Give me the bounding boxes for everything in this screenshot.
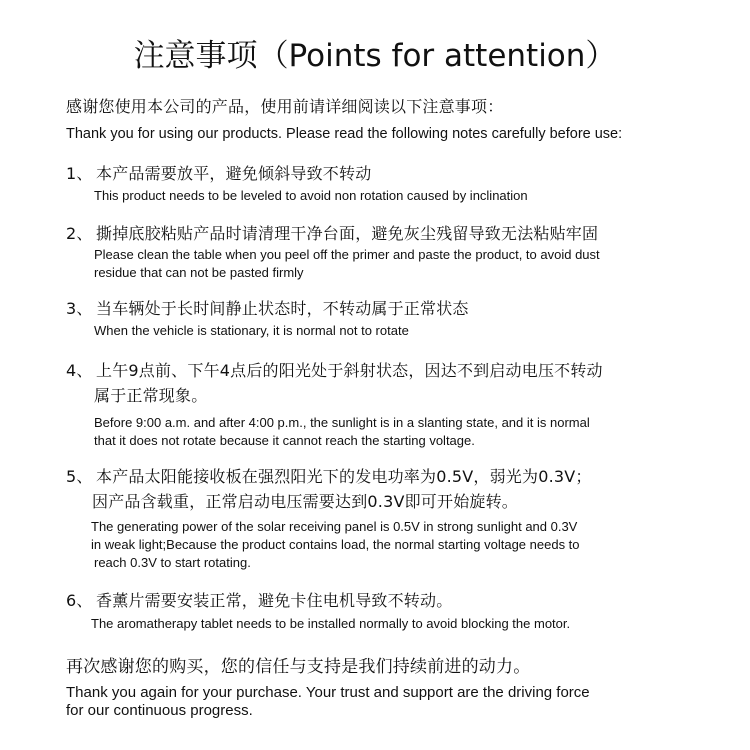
item-2-number: 2、 [66, 224, 93, 243]
closing-en-line-1: Thank you again for your purchase. Your trust and support are the driving force [66, 684, 590, 701]
item-4-cn-line-2: 属于正常现象。 [94, 386, 208, 405]
item-5-number: 5、 [66, 467, 93, 486]
item-2-en-line-1: Please clean the table when you peel off the primer and paste the product, to avoid dust [94, 247, 600, 262]
intro-cn: 感谢您使用本公司的产品，使用前请详细阅读以下注意事项： [66, 97, 504, 116]
item-5-en-line-2: in weak light;Because the product contains load, the normal starting voltage needs to [91, 537, 580, 552]
item-4-cn-line-1: 上午9点前、下午4点后的阳光处于斜射状态，因达不到启动电压不转动 [96, 361, 603, 380]
closing-en-line-2: for our continuous progress. [66, 702, 253, 719]
item-1-en-line-1: This product needs to be leveled to avoid non rotation caused by inclination [94, 188, 528, 203]
title-en: （Points for attention） [257, 38, 617, 74]
item-6-number: 6、 [66, 591, 93, 610]
item-4-en-line-1: Before 9:00 a.m. and after 4:00 p.m., the sunlight is in a slanting state, and it is normal [94, 415, 590, 430]
item-6-en-line-1: The aromatherapy tablet needs to be installed normally to avoid blocking the motor. [91, 616, 571, 631]
item-5-cn-line-1: 本产品太阳能接收板在强烈阳光下的发电功率为0.5V，弱光为0.3V； [96, 467, 592, 486]
item-5-cn-line-2: 因产品含载重，正常启动电压需要达到0.3V即可开始旋转。 [92, 492, 518, 511]
item-3-en-line-1: When the vehicle is stationary, it is normal not to rotate [94, 323, 409, 338]
item-3-cn-line-1: 当车辆处于长时间静止状态时，不转动属于正常状态 [96, 299, 469, 318]
item-5-en-line-1: The generating power of the solar receiving panel is 0.5V in strong sunlight and 0.3V [91, 519, 578, 534]
item-1-cn [66, 163, 371, 185]
title-cn: 注意事项 [133, 38, 258, 74]
item-5-cn [66, 466, 592, 488]
item-1-number: 1、 [66, 164, 93, 183]
item-2-cn-line-1: 撕掉底胶粘贴产品时请清理干净台面，避免灰尘残留导致无法粘贴牢固 [96, 224, 599, 243]
item-4-en-line-2: that it does not rotate because it cannot reach the starting voltage. [94, 433, 475, 448]
item-4-cn [66, 360, 603, 382]
item-3-number: 3、 [66, 299, 93, 318]
intro-en: Thank you for using our products. Please read the following notes carefully before use: [66, 126, 623, 142]
item-6-cn [66, 590, 452, 612]
item-1-cn-line-1: 本产品需要放平，避免倾斜导致不转动 [96, 164, 372, 183]
item-4-number: 4、 [66, 361, 93, 380]
item-5-en-line-3: reach 0.3V to start rotating. [94, 555, 251, 570]
closing-cn: 再次感谢您的购买，您的信任与支持是我们持续前进的动力。 [66, 657, 531, 677]
item-6-cn-line-1: 香薰片需要安装正常，避免卡住电机导致不转动。 [96, 591, 453, 610]
item-2-en-line-2: residue that can not be pasted firmly [94, 265, 304, 280]
page-title [0, 34, 750, 78]
item-3-cn [66, 298, 469, 320]
item-2-cn [66, 223, 598, 245]
